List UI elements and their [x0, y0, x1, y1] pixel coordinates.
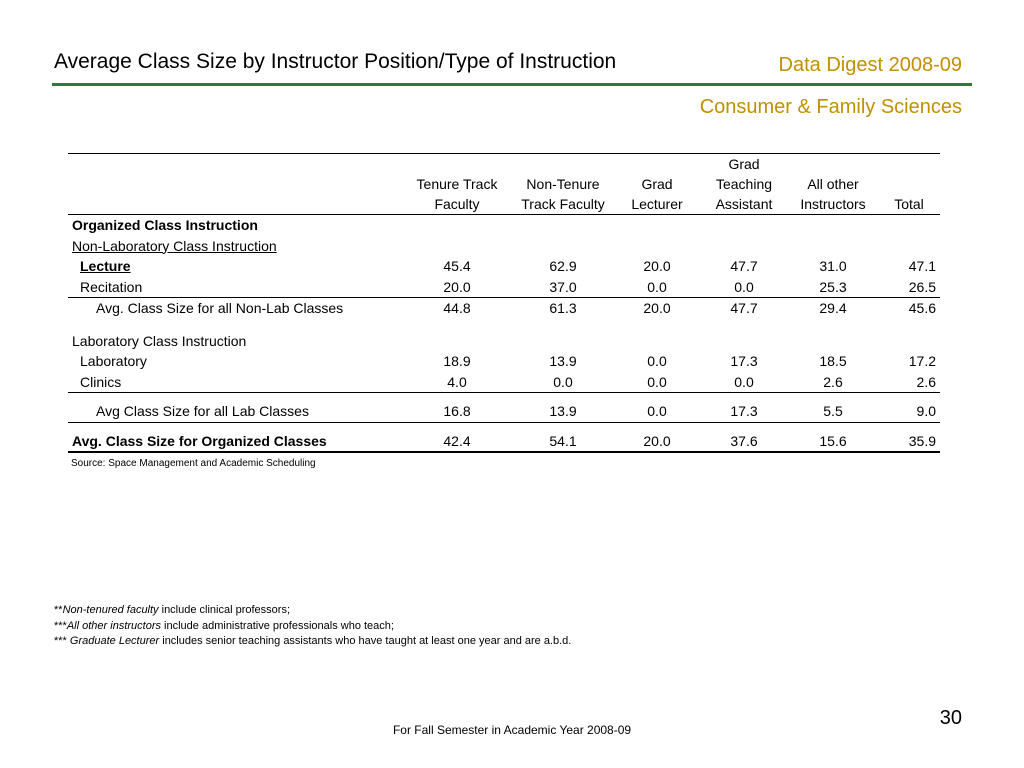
table-cell: 61.3 — [549, 300, 577, 316]
subsection-heading-row — [68, 236, 940, 257]
col-header-line3: Track Faculty — [512, 194, 614, 215]
department-label: Consumer & Family Sciences — [699, 96, 962, 118]
header-row-3 — [68, 194, 940, 215]
table-row-laboratory — [68, 351, 940, 372]
table-cell: 2.6 — [878, 372, 940, 393]
table-cell: 47.7 — [730, 300, 758, 316]
header-spacer — [68, 194, 402, 215]
col-header-line1 — [788, 154, 878, 175]
footnote-term: Graduate Lecturer — [69, 635, 160, 647]
row-label: Avg Class Size for all Lab Classes — [68, 401, 402, 422]
table-cell: 20.0 — [643, 300, 671, 316]
spacer-row — [68, 422, 940, 431]
organized-heading: Organized Class Instruction — [72, 217, 258, 233]
table-cell: 45.6 — [908, 300, 936, 316]
col-header-line1 — [878, 154, 940, 175]
table-cell: 9.0 — [878, 401, 940, 422]
section-heading-row — [68, 215, 940, 236]
table-cell: 0.0 — [647, 353, 667, 369]
table-cell: 31.0 — [819, 258, 847, 274]
table-cell: 5.5 — [788, 401, 878, 422]
page-number: 30 — [939, 707, 962, 729]
footnote-text: includes senior teaching assistants who have taught at least one year and are a.b.d. — [159, 635, 572, 647]
source-note: Source: Space Management and Academic Scheduling — [71, 458, 316, 469]
spacer-row — [68, 319, 940, 331]
digest-label: Data Digest 2008-09 — [778, 54, 962, 76]
row-label: Lecture — [80, 258, 131, 274]
table-cell: 17.2 — [908, 353, 936, 369]
col-header-line2: Teaching — [715, 176, 773, 192]
row-label: Avg. Class Size for Organized Classes — [68, 431, 402, 453]
footnote-marker: *** — [54, 635, 70, 647]
table-cell: 0.0 — [614, 277, 700, 298]
spacer-row — [68, 393, 940, 402]
header-row-2 — [68, 174, 940, 194]
footnote — [54, 634, 571, 650]
col-header-line3: Instructors — [788, 194, 878, 215]
col-header-line3: Total — [878, 194, 940, 215]
table-row-lecture — [68, 256, 940, 277]
table-row-recitation — [68, 277, 940, 298]
class-size-table — [68, 153, 940, 453]
table-cell: 20.0 — [643, 258, 671, 274]
footnote-marker: *** — [54, 619, 67, 632]
nonlab-heading: Non-Laboratory Class Instruction — [72, 237, 277, 254]
row-label: Laboratory — [80, 353, 147, 369]
col-header-line2 — [878, 174, 940, 194]
footnote-marker: ** — [54, 604, 63, 616]
col-header-line3: Lecturer — [614, 194, 700, 215]
table-cell: 16.8 — [402, 401, 512, 422]
page-title: Average Class Size by Instructor Position/Type of Instruction — [54, 50, 617, 73]
table-cell: 0.0 — [700, 372, 788, 393]
col-header-line3: Faculty — [402, 194, 512, 215]
table-cell: 37.0 — [512, 277, 614, 298]
row-label: Recitation — [68, 277, 402, 298]
table-row-nonlab-avg — [68, 298, 940, 319]
col-header-line2: Non-Tenure — [526, 176, 600, 192]
table-cell: 45.4 — [443, 258, 471, 274]
table-cell: 26.5 — [878, 277, 940, 298]
footnote-term: Non-tenured faculty — [62, 604, 159, 616]
table-cell: 42.4 — [402, 431, 512, 453]
col-header-line2: Grad — [641, 176, 673, 192]
footnote-text: include administrative professionals who teach; — [161, 619, 394, 632]
footnote — [54, 619, 571, 635]
table-cell: 0.0 — [614, 372, 700, 393]
table-cell: 0.0 — [700, 277, 788, 298]
table-cell: 20.0 — [402, 277, 512, 298]
table-row-clinics — [68, 372, 940, 393]
table-cell: 35.9 — [878, 431, 940, 453]
table-cell: 25.3 — [788, 277, 878, 298]
footer-text: For Fall Semester in Academic Year 2008-09 — [392, 723, 632, 737]
table-cell: 4.0 — [402, 372, 512, 393]
table-cell: 0.0 — [614, 401, 700, 422]
table-cell: 62.9 — [549, 258, 577, 274]
footnote-text: include clinical professors; — [158, 604, 291, 616]
col-header-line1 — [614, 154, 700, 175]
col-header-line1: Grad — [700, 154, 788, 175]
footnote — [54, 603, 571, 619]
table-row-organized-avg — [68, 431, 940, 453]
col-header-line2: All other — [807, 176, 859, 192]
table-cell: 15.6 — [788, 431, 878, 453]
table-cell: 13.9 — [549, 353, 577, 369]
subsection-heading-row — [68, 331, 940, 352]
header-spacer — [68, 174, 402, 194]
table-cell: 44.8 — [443, 300, 471, 316]
table-cell: 0.0 — [512, 372, 614, 393]
row-label: Clinics — [68, 372, 402, 393]
table-cell: 20.0 — [614, 431, 700, 453]
table-cell: 37.6 — [700, 431, 788, 453]
header-divider — [52, 83, 972, 86]
table-cell: 54.1 — [512, 431, 614, 453]
table-cell: 47.1 — [908, 258, 936, 274]
table-row-lab-avg — [68, 401, 940, 422]
table-cell: 13.9 — [512, 401, 614, 422]
table-cell: 18.5 — [819, 353, 847, 369]
col-header-line1 — [402, 154, 512, 175]
table-cell: 29.4 — [819, 300, 847, 316]
class-size-table-container — [68, 153, 940, 469]
col-header-line1 — [512, 154, 614, 175]
table-cell: 2.6 — [788, 372, 878, 393]
lab-heading: Laboratory Class Instruction — [72, 332, 247, 349]
table-cell: 47.7 — [730, 258, 758, 274]
table-cell: 18.9 — [443, 353, 471, 369]
table-cell: 17.3 — [700, 401, 788, 422]
col-header-line3: Assistant — [700, 194, 788, 215]
col-header-line2: Tenure Track — [416, 176, 498, 192]
table-cell: 17.3 — [730, 353, 758, 369]
footnote-term: All other instructors — [66, 619, 161, 632]
header-spacer — [68, 154, 402, 175]
footnotes — [54, 603, 571, 650]
row-label: Avg. Class Size for all Non-Lab Classes — [96, 300, 344, 316]
header-row-1 — [68, 154, 940, 175]
